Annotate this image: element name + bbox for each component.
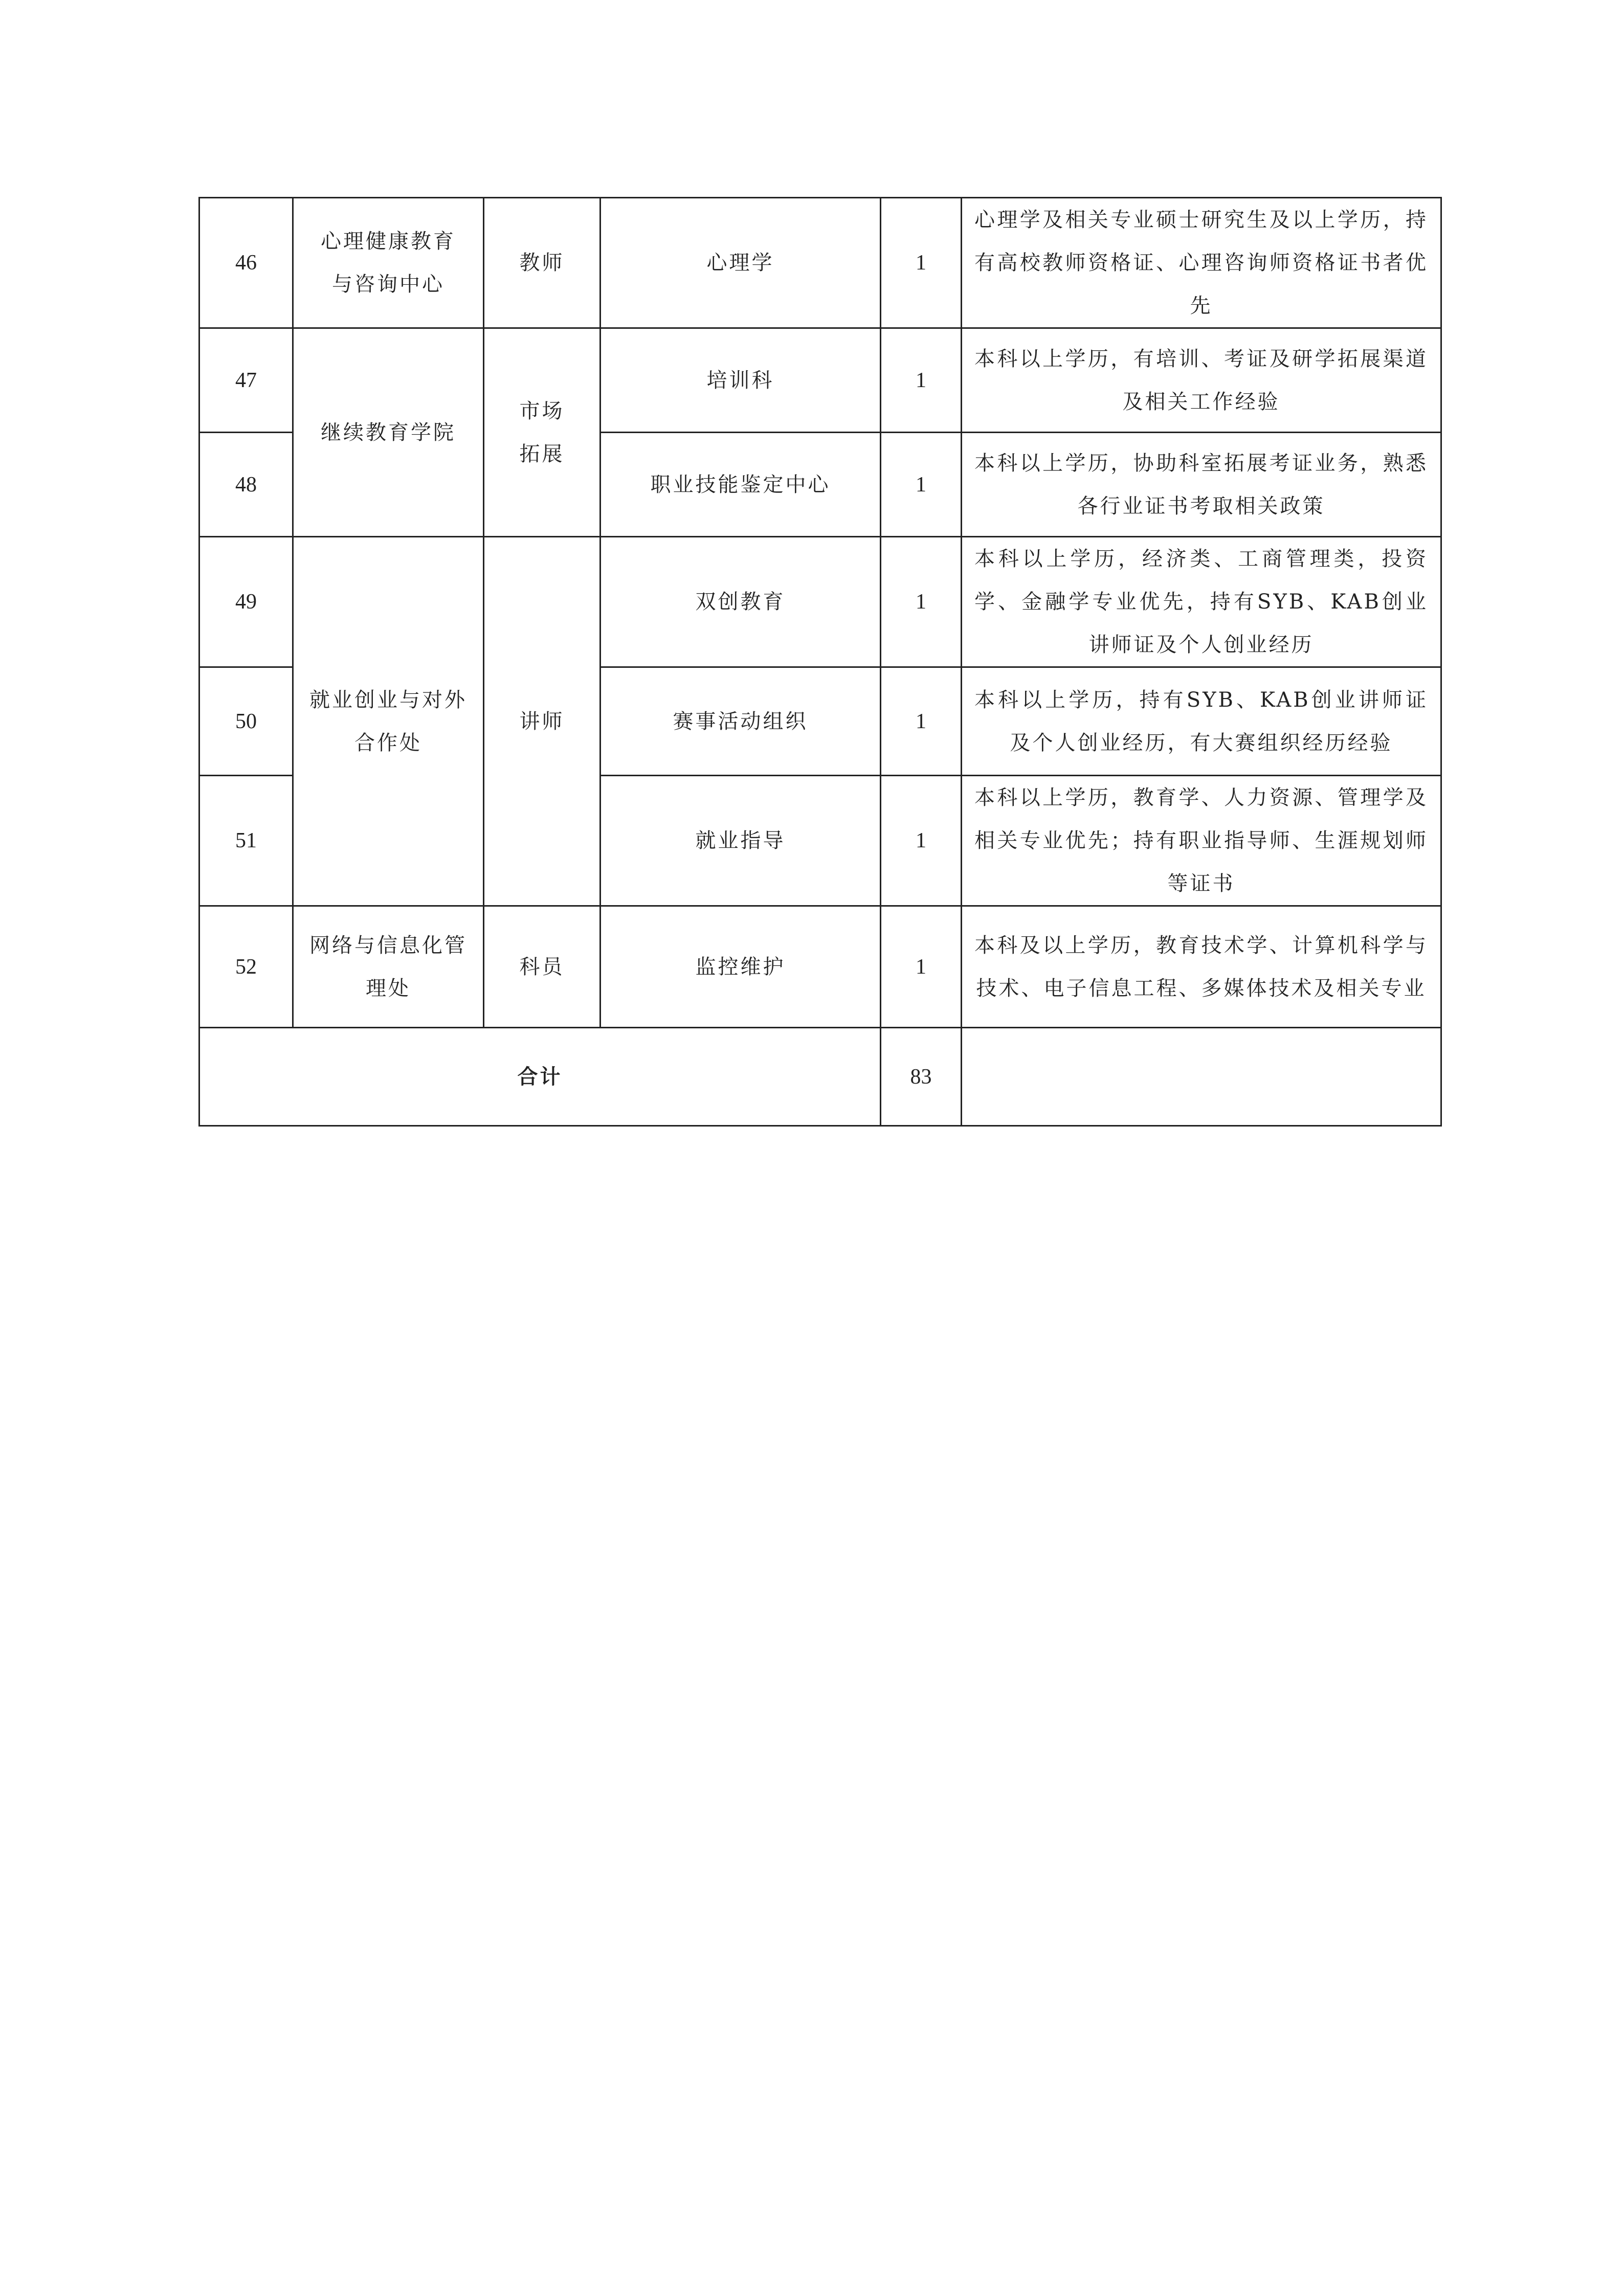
table-row <box>199 906 1441 1028</box>
requirement-cell: 本科以上学历，有培训、考证及研学拓展渠道及相关工作经验 <box>962 328 1441 433</box>
count-cell: 1 <box>881 328 962 433</box>
department-cell: 心理健康教育与咨询中心 <box>293 198 484 328</box>
recruitment-table <box>198 197 1442 1127</box>
category-cell: 市场拓展 <box>484 328 600 537</box>
department-cell: 继续教育学院 <box>293 328 484 537</box>
row-number: 46 <box>199 198 293 328</box>
requirement-cell: 心理学及相关专业硕士研究生及以上学历，持有高校教师资格证、心理咨询师资格证书者优先 <box>962 198 1441 328</box>
count-cell: 1 <box>881 198 962 328</box>
requirement-cell: 本科以上学历，持有SYB、KAB创业讲师证及个人创业经历，有大赛组织经历经验 <box>962 667 1441 776</box>
requirement-cell: 本科以上学历，协助科室拓展考证业务，熟悉各行业证书考取相关政策 <box>962 433 1441 537</box>
position-cell: 监控维护 <box>600 906 881 1028</box>
total-count: 83 <box>881 1028 962 1126</box>
category-cell: 科员 <box>484 906 600 1028</box>
position-cell: 职业技能鉴定中心 <box>600 433 881 537</box>
row-number: 48 <box>199 433 293 537</box>
table-row <box>199 328 1441 433</box>
total-label: 合计 <box>199 1028 881 1126</box>
count-cell: 1 <box>881 776 962 906</box>
department-cell: 就业创业与对外合作处 <box>293 537 484 906</box>
row-number: 52 <box>199 906 293 1028</box>
row-number: 47 <box>199 328 293 433</box>
table-row <box>199 537 1441 667</box>
row-number: 49 <box>199 537 293 667</box>
position-cell: 双创教育 <box>600 537 881 667</box>
total-requirement <box>962 1028 1441 1126</box>
count-cell: 1 <box>881 906 962 1028</box>
category-cell: 讲师 <box>484 537 600 906</box>
row-number: 51 <box>199 776 293 906</box>
count-cell: 1 <box>881 537 962 667</box>
category-cell: 教师 <box>484 198 600 328</box>
requirement-cell: 本科及以上学历，教育技术学、计算机科学与技术、电子信息工程、多媒体技术及相关专业 <box>962 906 1441 1028</box>
total-row <box>199 1028 1441 1126</box>
position-cell: 心理学 <box>600 198 881 328</box>
requirement-cell: 本科以上学历，经济类、工商管理类，投资学、金融学专业优先，持有SYB、KAB创业讲师证及个人创业经历 <box>962 537 1441 667</box>
position-cell: 就业指导 <box>600 776 881 906</box>
position-cell: 赛事活动组织 <box>600 667 881 776</box>
table-row <box>199 198 1441 328</box>
count-cell: 1 <box>881 433 962 537</box>
count-cell: 1 <box>881 667 962 776</box>
requirement-cell: 本科以上学历，教育学、人力资源、管理学及相关专业优先；持有职业指导师、生涯规划师等证书 <box>962 776 1441 906</box>
department-cell: 网络与信息化管理处 <box>293 906 484 1028</box>
position-cell: 培训科 <box>600 328 881 433</box>
row-number: 50 <box>199 667 293 776</box>
